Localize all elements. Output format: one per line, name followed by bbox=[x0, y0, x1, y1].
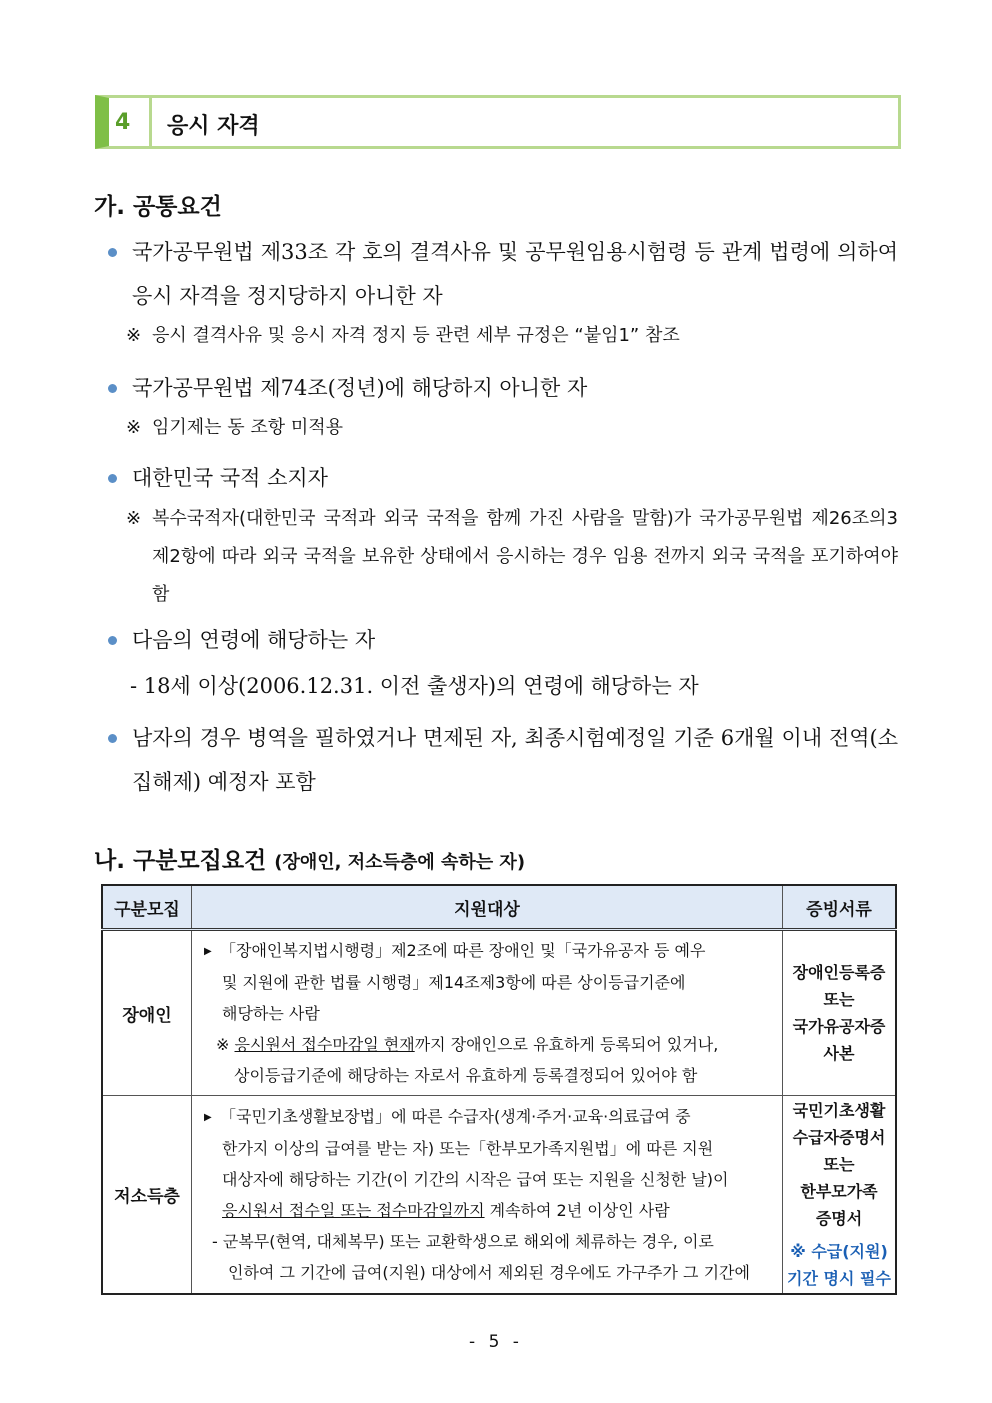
section-divider bbox=[149, 98, 152, 146]
bullet-text: 국가공무원법 제74조(정년)에 해당하지 아니한 자 bbox=[132, 376, 588, 400]
bullet-dot bbox=[108, 248, 117, 257]
document-cell: 장애인등록증 또는 국가유공자증 사본 bbox=[783, 930, 897, 1096]
column-header: 구분모집 bbox=[102, 885, 192, 930]
bullet-text: 국가공무원법 제33조 각 호의 결격사유 및 공무원임용시험령 등 관계 법령에 의하여 응시 자격을 정지당하지 아니한 자 bbox=[132, 240, 898, 308]
target-note: ※ 응시원서 접수마감일 현재까지 장애인으로 유효하게 등록되어 있거나, bbox=[216, 1035, 719, 1054]
bullet-dot bbox=[108, 384, 117, 393]
table-row bbox=[102, 1096, 896, 1295]
bullet-item bbox=[108, 456, 898, 500]
bullet-dot bbox=[108, 636, 117, 645]
note-text: 임기제는 동 조항 미적용 bbox=[152, 417, 344, 438]
note-mark: ※ bbox=[126, 508, 142, 529]
section-number: 4 bbox=[115, 110, 131, 135]
target-cell bbox=[192, 1096, 783, 1295]
document-note: ※ 수급(지원) bbox=[790, 1242, 888, 1261]
bullet-item bbox=[108, 618, 898, 662]
requirements-table bbox=[101, 884, 897, 1295]
note-text: 복수국적자(대한민국 국적과 외국 국적을 함께 가진 사람을 말함)가 국가공무원법 제26조의3 제2항에 따라 외국 국적을 보유한 상태에서 응시하는 경우 임용 전까지 외국 국적을 포기하여야 함 bbox=[152, 508, 898, 605]
bullet-dot bbox=[108, 734, 117, 743]
note-mark: ※ bbox=[126, 325, 142, 346]
bullet-dot bbox=[108, 474, 117, 483]
target-line: 한가지 이상의 급여를 받는 자) 또는「한부모가족지원법」에 따른 지원 bbox=[222, 1139, 714, 1158]
target-sub-line: - 군복무(현역, 대체복무) 또는 교환학생으로 해외에 체류하는 경우, 이로 bbox=[212, 1232, 714, 1251]
column-header: 증빙서류 bbox=[783, 885, 897, 930]
section-heading bbox=[95, 95, 901, 149]
note-item bbox=[126, 410, 898, 446]
category-heading-sub: (장애인, 저소득층에 속하는 자) bbox=[274, 852, 526, 873]
sub-item: - 18세 이상(2006.12.31. 이전 출생자)의 연령에 해당하는 자 bbox=[130, 674, 699, 698]
note-mark: ※ bbox=[126, 417, 142, 438]
note-text: 응시 결격사유 및 응시 자격 정지 등 관련 세부 규정은 “붙임1” 참조 bbox=[152, 325, 680, 346]
page-number: - 5 - bbox=[469, 1332, 523, 1352]
table-row bbox=[102, 930, 896, 1096]
target-note-line: 상이등급기준에 해당하는 자로서 유효하게 등록결정되어 있어야 함 bbox=[234, 1066, 698, 1085]
category-cell: 장애인 bbox=[102, 930, 192, 1096]
section-title: 응시 자격 bbox=[167, 114, 260, 139]
target-line: ▶ 「국민기초생활보장법」에 따른 수급자(생계·주거·교육·의료급여 중 bbox=[204, 1101, 772, 1133]
general-heading: 가. 공통요건 bbox=[94, 194, 222, 220]
bullet-text: 대한민국 국적 소지자 bbox=[132, 466, 328, 490]
target-cell bbox=[192, 930, 783, 1096]
column-header: 지원대상 bbox=[192, 885, 783, 930]
bullet-item bbox=[108, 230, 898, 318]
document-cell: 국민기초생활 수급자증명서 또는 한부모가족 증명서 ※ 수급(지원) 기간 명시 필수 bbox=[783, 1096, 897, 1295]
target-line: 및 지원에 관한 법률 시행령」제14조제3항에 따른 상이등급기준에 bbox=[222, 973, 686, 992]
bullet-text: 다음의 연령에 해당하는 자 bbox=[132, 628, 376, 652]
document-note: 기간 명시 필수 bbox=[787, 1269, 891, 1288]
arrow-icon: ▶ bbox=[204, 946, 212, 957]
note-item bbox=[126, 318, 898, 354]
target-line: ▶ 「장애인복지법시행령」제2조에 따른 장애인 및「국가유공자 등 예우 bbox=[204, 935, 772, 967]
table-header-row bbox=[102, 885, 896, 930]
target-line: 해당하는 사람 bbox=[222, 1004, 320, 1023]
category-heading-main: 나. 구분모집요건 bbox=[94, 848, 267, 874]
target-line: 대상자에 해당하는 기간(이 기간의 시작은 급여 또는 지원을 신청한 날)이 bbox=[222, 1170, 729, 1189]
note-item bbox=[126, 500, 898, 614]
arrow-icon: ▶ bbox=[204, 1112, 212, 1123]
target-line: 응시원서 접수일 또는 접수마감일까지 계속하여 2년 이상인 사람 bbox=[222, 1201, 670, 1220]
target-sub-line: 인하여 그 기간에 급여(지원) 대상에서 제외된 경우에도 가구주가 그 기간에 bbox=[228, 1263, 750, 1282]
bullet-item bbox=[108, 716, 898, 804]
category-heading bbox=[94, 842, 525, 875]
bullet-item bbox=[108, 366, 898, 410]
category-cell: 저소득층 bbox=[102, 1096, 192, 1295]
bullet-text: 남자의 경우 병역을 필하였거나 면제된 자, 최종시험예정일 기준 6개월 이내 전역(소집해제) 예정자 포함 bbox=[132, 726, 898, 794]
